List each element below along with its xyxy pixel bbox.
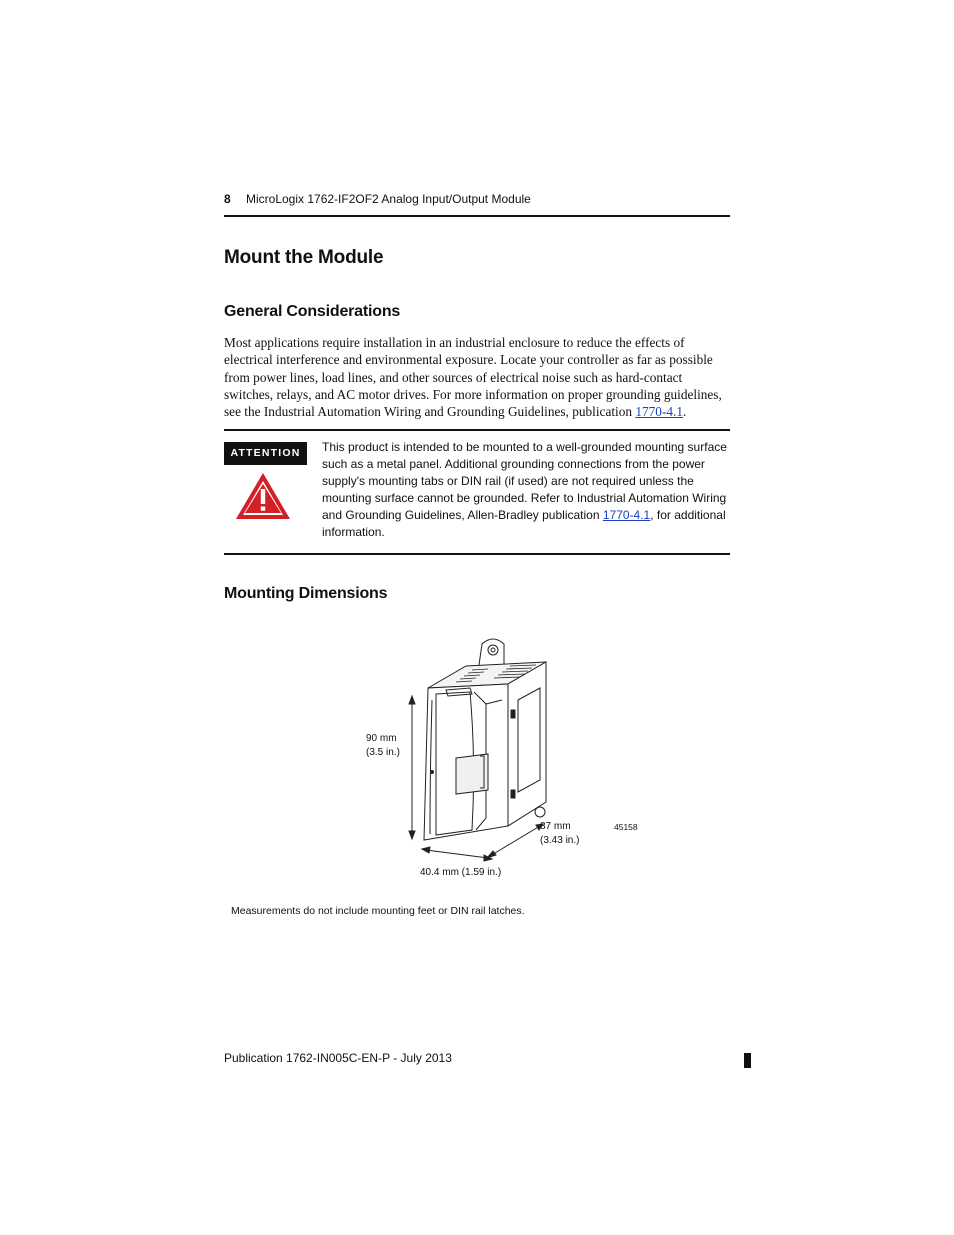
edge-marker [744, 1053, 751, 1068]
attention-text-body: This product is intended to be mounted to a well-grounded mounting surface such as a metal panel. Additional grounding connections from the power supply's mounting tabs or DIN rail (if used) are not required unless the mounting surface cannot be grounded. Refer to Industrial Automation Wiring and Grounding Guidelines, Allen-Bradley publication [322, 440, 727, 522]
publication-link[interactable]: 1770-4.1 [635, 404, 684, 420]
attention-publication-link[interactable]: 1770-4.1 [602, 508, 651, 522]
attention-text [322, 439, 732, 541]
depth-dimension-label [540, 820, 579, 848]
header-rule [224, 215, 730, 217]
width-dimension-label: 40.4 mm (1.59 in.) [420, 867, 502, 878]
height-in: (3.5 in.) [366, 747, 400, 758]
figure-note: Measurements do not include mounting feet or DIN rail latches. [231, 905, 525, 917]
attention-badge: ATTENTION [224, 442, 307, 465]
page-number: 8 [224, 192, 231, 206]
general-considerations-heading: General Considerations [224, 303, 401, 320]
section-title: Mount the Module [224, 247, 384, 268]
figure-id: 45158 [614, 822, 638, 832]
attention-text-end: , for additional information. [322, 508, 726, 539]
height-mm: 90 mm [366, 733, 397, 744]
warning-triangle-icon [234, 471, 292, 521]
module-dimension-drawing [360, 630, 660, 890]
general-considerations-paragraph [224, 334, 730, 420]
depth-in: (3.43 in.) [540, 835, 580, 846]
running-header-title: MicroLogix 1762-IF2OF2 Analog Input/Output Module [246, 192, 531, 206]
attention-rule-bottom [224, 553, 730, 555]
depth-mm: 87 mm [540, 821, 571, 832]
publication-footer: Publication 1762-IN005C-EN-P - July 2013 [224, 1051, 452, 1065]
paragraph-end: . [683, 404, 687, 420]
paragraph-text: Most applications require installation in an industrial enclosure to reduce the effects of electrical interference and environmental exposure. Locate your controller as far as possible from power lines, load lines, and other sources of electrical noise such as hard-contact switches, relays, and AC motor drives. For more information on proper grounding guidelines, see the Industrial Automation Wiring and Grounding Guidelines, publication [224, 335, 722, 420]
mounting-dimensions-heading: Mounting Dimensions [224, 585, 388, 602]
height-dimension-label [366, 732, 400, 760]
attention-rule-top [224, 429, 730, 431]
